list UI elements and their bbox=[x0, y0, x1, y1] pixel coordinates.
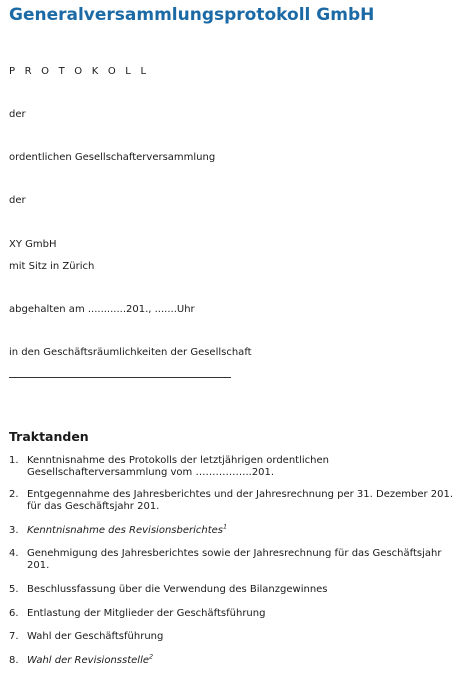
agenda-item bbox=[9, 608, 464, 620]
agenda-item bbox=[9, 455, 464, 479]
page-title: Generalversammlungsprotokoll GmbH bbox=[9, 5, 375, 25]
protokoll-label: P R O T O K O L L bbox=[9, 66, 150, 77]
agenda-item-number: 4. bbox=[9, 548, 19, 559]
agenda-item bbox=[9, 489, 464, 513]
agenda-item-text: Entlastung der Mitglieder der Geschäftsführung bbox=[27, 608, 266, 619]
agenda-item bbox=[9, 522, 464, 537]
text-der-2: der bbox=[9, 195, 26, 206]
agenda-item-number: 7. bbox=[9, 631, 19, 642]
agenda-item-number: 2. bbox=[9, 489, 19, 500]
agenda-item bbox=[9, 631, 464, 643]
footnote-marker: 2 bbox=[149, 652, 154, 661]
company-name: XY GmbH bbox=[9, 239, 57, 250]
meeting-location: in den Geschäftsräumlichkeiten der Gesellschaft bbox=[9, 347, 252, 358]
agenda-item-number: 8. bbox=[9, 655, 19, 666]
agenda-item bbox=[9, 548, 464, 572]
agenda-item-text: Kenntnisnahme des Protokolls der letztjährigen ordentlichen Gesellschafterversammlung vom ……………..201. bbox=[27, 455, 329, 478]
agenda-item-text: Beschlussfassung über die Verwendung des Bilanzgewinnes bbox=[27, 584, 328, 595]
footnote-marker: 1 bbox=[223, 522, 228, 531]
agenda-item-text: Entgegennahme des Jahresberichtes und der Jahresrechnung per 31. Dezember 201. für das Geschäftsjahr 201. bbox=[27, 489, 454, 512]
meeting-date: abgehalten am ............201., .......Uhr bbox=[9, 304, 195, 315]
agenda-item-number: 5. bbox=[9, 584, 19, 595]
section-heading-traktanden: Traktanden bbox=[9, 429, 89, 444]
agenda-item bbox=[9, 652, 464, 667]
agenda-item-text: Genehmigung des Jahresberichtes sowie der Jahresrechnung für das Geschäftsjahr 201. bbox=[27, 548, 442, 571]
divider-line bbox=[9, 377, 231, 378]
agenda-item bbox=[9, 584, 464, 596]
agenda-item-text: Wahl der Geschäftsführung bbox=[27, 631, 164, 642]
agenda-item-text: Kenntnisnahme des Revisionsberichtes bbox=[27, 525, 224, 536]
company-seat: mit Sitz in Zürich bbox=[9, 261, 95, 272]
agenda-item-number: 3. bbox=[9, 525, 19, 536]
agenda-item-text: Wahl der Revisionsstelle bbox=[27, 655, 149, 666]
agenda-item-number: 6. bbox=[9, 608, 19, 619]
text-der-1: der bbox=[9, 109, 26, 120]
agenda-item-number: 1. bbox=[9, 455, 19, 466]
text-meeting-type: ordentlichen Gesellschafterversammlung bbox=[9, 152, 216, 163]
